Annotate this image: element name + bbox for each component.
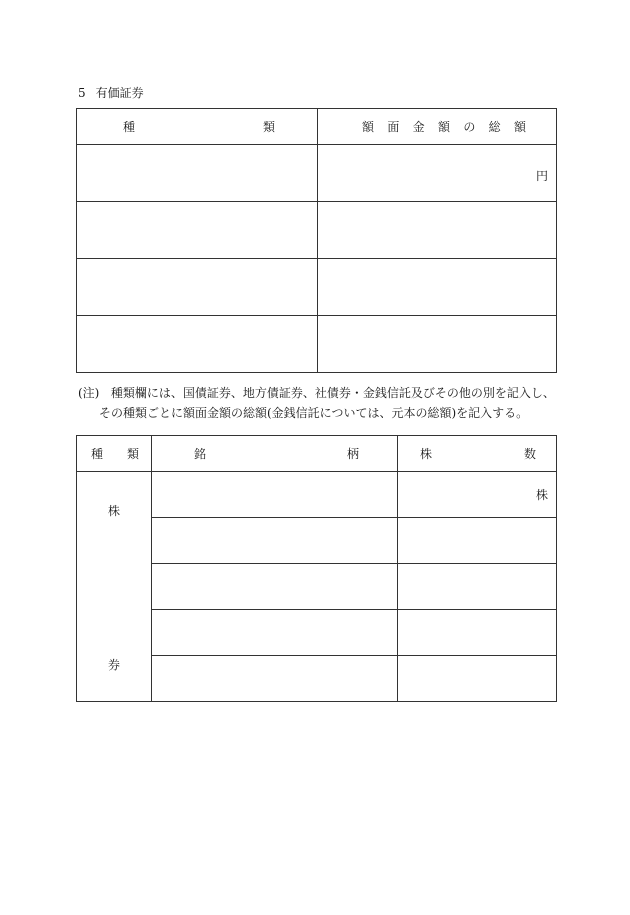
- share-count-cell[interactable]: [398, 518, 557, 564]
- amount-cell[interactable]: [318, 202, 557, 259]
- table-row: [77, 259, 557, 316]
- type-label-certificate: 券: [107, 658, 120, 672]
- share-unit-label: 株: [535, 488, 548, 502]
- kind-cell[interactable]: [77, 202, 318, 259]
- share-count-cell[interactable]: [398, 564, 557, 610]
- note-label: (注): [78, 386, 100, 400]
- column-header-total-face-amount: 額 面 金 額 の 総 額: [318, 109, 557, 145]
- section-number: 5: [78, 86, 86, 100]
- type-label-stock: 株: [107, 504, 120, 518]
- brand-cell[interactable]: [152, 564, 398, 610]
- brand-cell[interactable]: [152, 472, 398, 518]
- kind-cell[interactable]: [77, 316, 318, 373]
- securities-amount-table: [76, 108, 557, 373]
- note: [78, 383, 555, 423]
- column-header-kind: 種 類: [77, 109, 318, 145]
- table-row: [77, 202, 557, 259]
- kind-cell[interactable]: [77, 145, 318, 202]
- section-heading: [78, 84, 144, 101]
- share-count-cell[interactable]: [398, 610, 557, 656]
- yen-unit-label: 円: [535, 169, 548, 183]
- column-header-share-count: 株 数: [398, 436, 557, 472]
- brand-cell[interactable]: [152, 656, 398, 702]
- table-row: [77, 316, 557, 373]
- column-header-kind: 種 類: [77, 436, 152, 472]
- kind-cell[interactable]: [77, 259, 318, 316]
- brand-cell[interactable]: [152, 610, 398, 656]
- amount-cell[interactable]: [318, 259, 557, 316]
- stock-table: [76, 435, 557, 702]
- note-line-1: 種類欄には、国債証券、地方債証券、社債券・金銭信託及びその他の別を記入し、: [110, 386, 555, 400]
- amount-cell[interactable]: [318, 145, 557, 202]
- brand-cell[interactable]: [152, 518, 398, 564]
- amount-cell[interactable]: [318, 316, 557, 373]
- column-header-brand: 銘 柄: [152, 436, 398, 472]
- section-title: 有価証券: [95, 86, 144, 100]
- stock-type-cell: [77, 472, 152, 702]
- table-row: [77, 145, 557, 202]
- share-count-cell[interactable]: [398, 472, 557, 518]
- share-count-cell[interactable]: [398, 656, 557, 702]
- note-line-2: その種類ごとに額面金額の総額(金銭信託については、元本の総額)を記入する。: [99, 406, 529, 420]
- table-row: [77, 472, 557, 518]
